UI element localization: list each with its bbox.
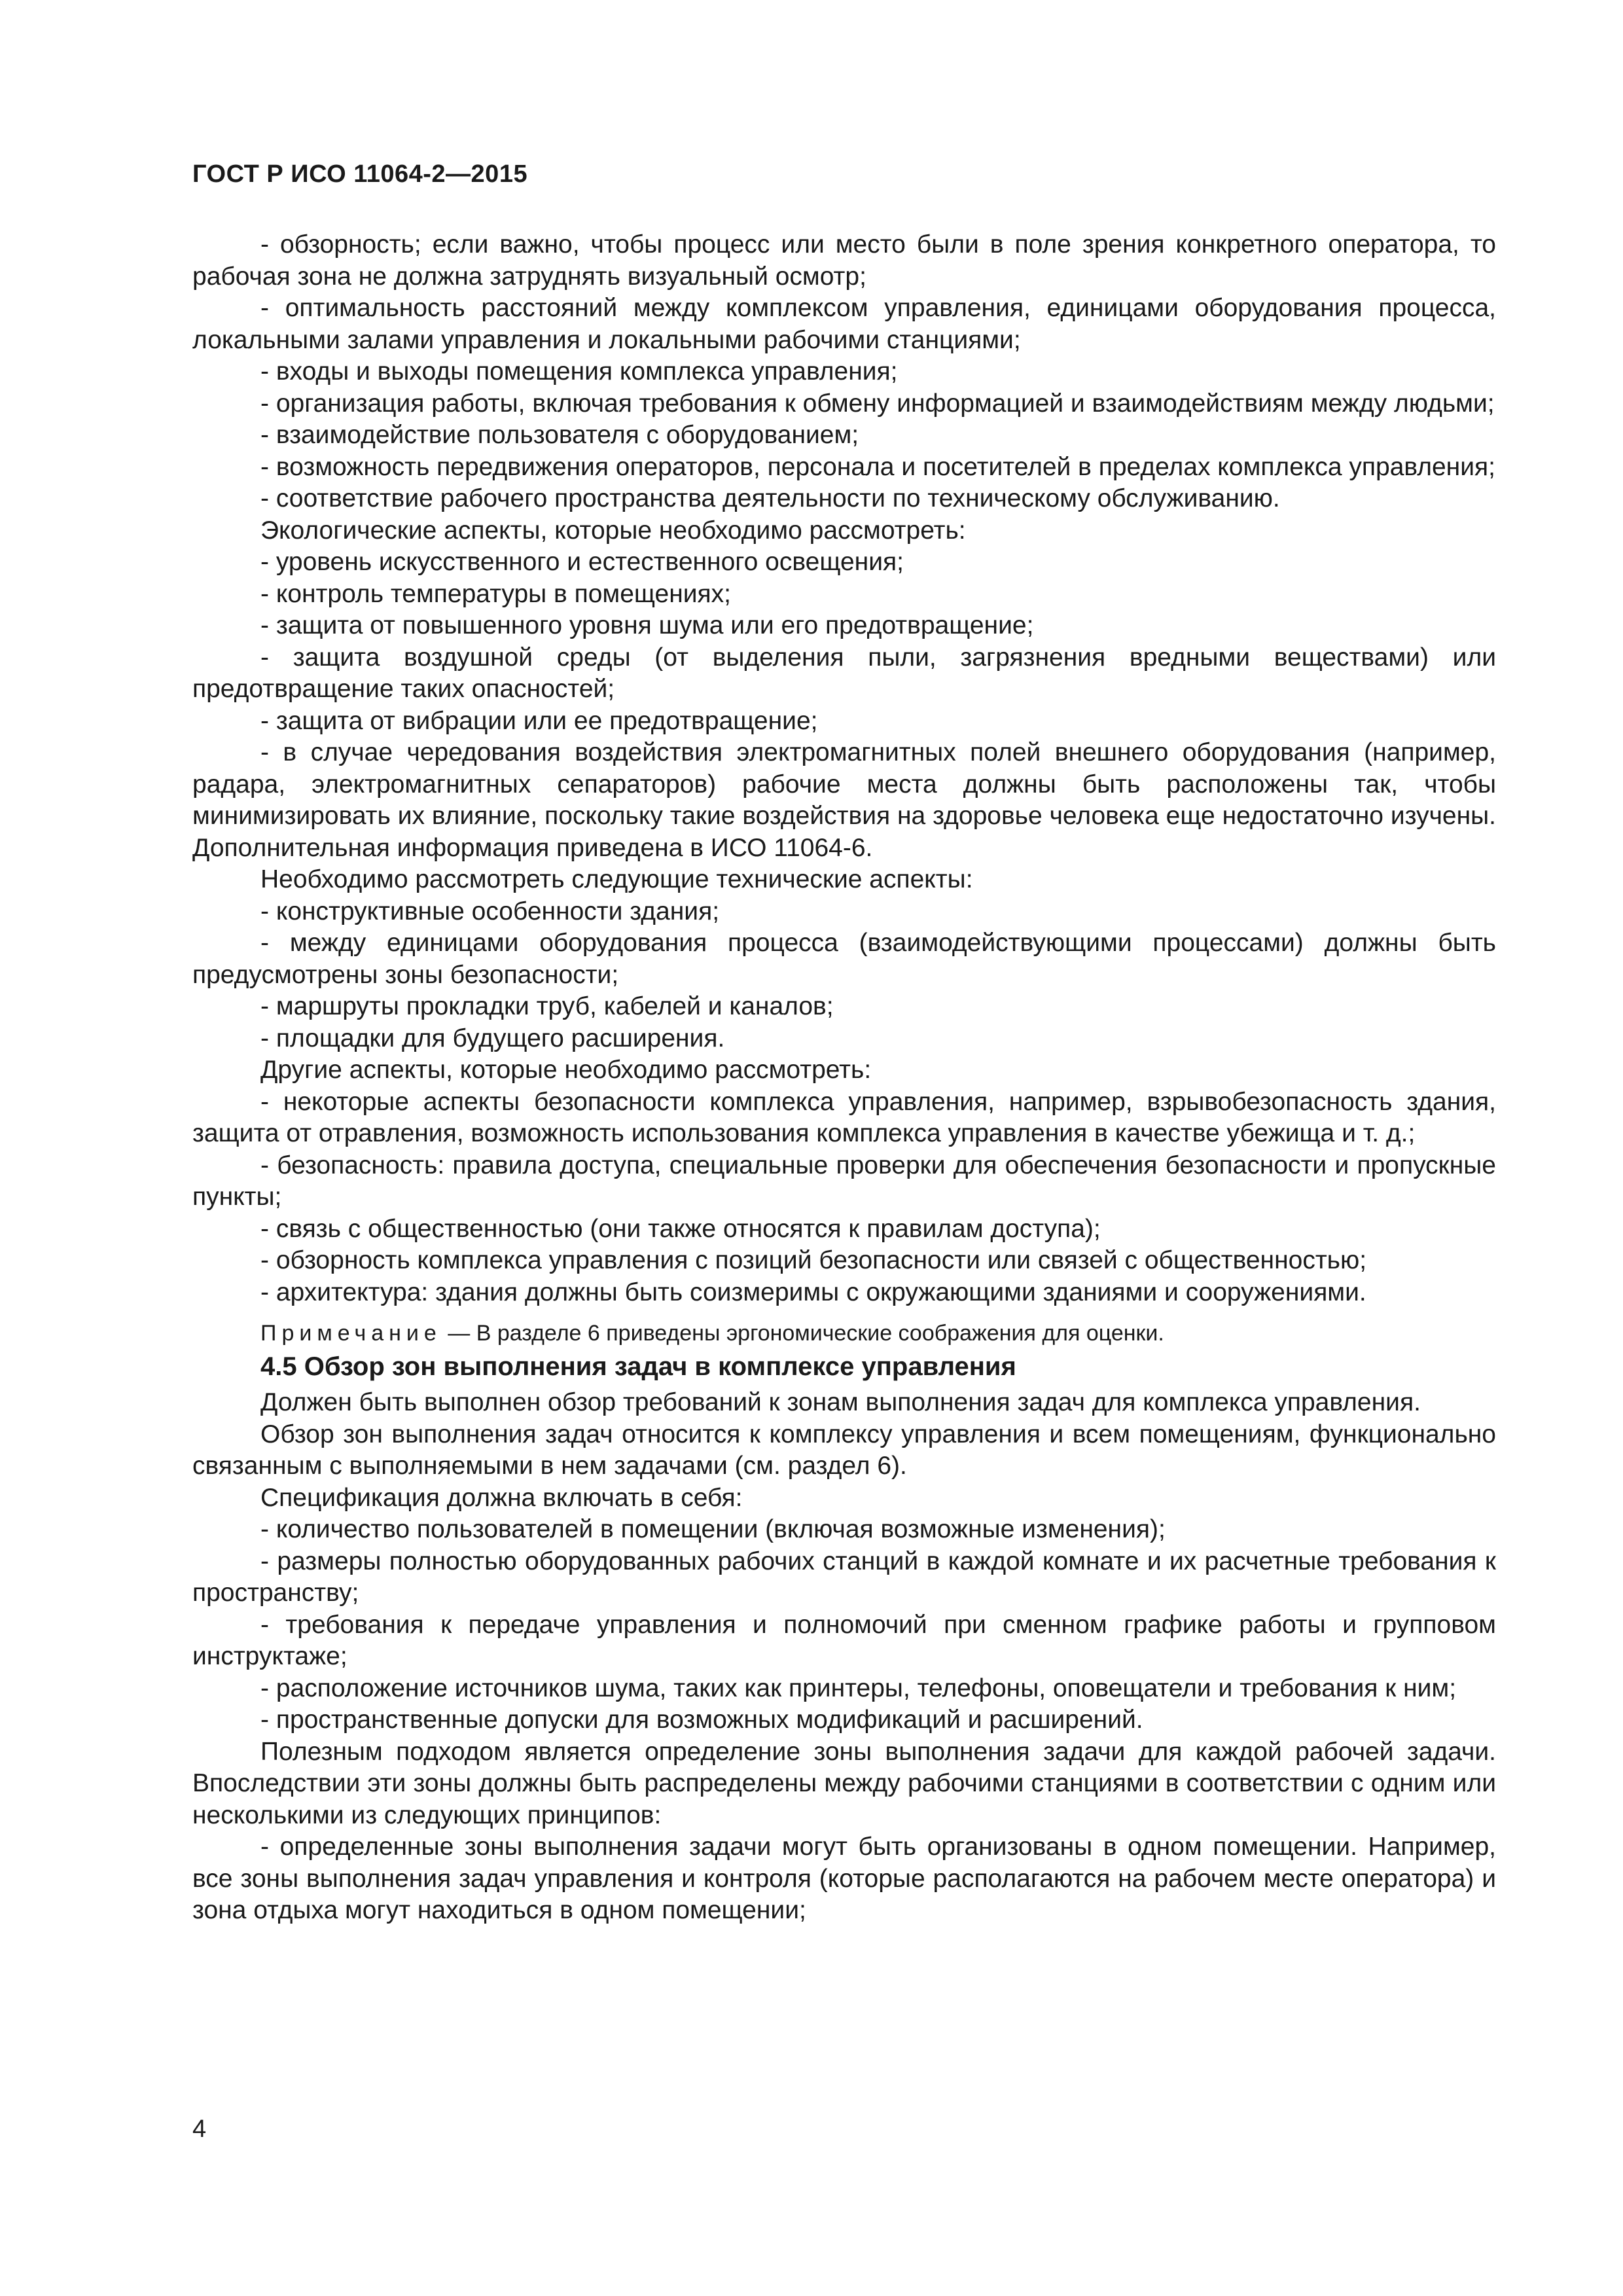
paragraph: - обзорность; если важно, чтобы процесс или место были в поле зрения конкретного оператора, то рабочая зона не должна затруднять визуальный осмотр; bbox=[192, 230, 1496, 291]
paragraph: - количество пользователей в помещении (включая возможные изменения); bbox=[260, 1515, 1166, 1543]
paragraph: Другие аспекты, которые необходимо рассмотреть: bbox=[260, 1056, 872, 1084]
paragraph: - расположение источников шума, таких как принтеры, телефоны, оповещатели и требования к ним; bbox=[260, 1674, 1457, 1702]
page-number: 4 bbox=[192, 2115, 207, 2143]
paragraph: Должен быть выполнен обзор требований к зонам выполнения задач для комплекса управления. bbox=[260, 1388, 1421, 1416]
section-title: 4.5 Обзор зон выполнения задач в комплексе управления bbox=[260, 1352, 1016, 1381]
paragraph: - площадки для будущего расширения. bbox=[260, 1024, 725, 1052]
note-text: — В разделе 6 приведены эргономические соображения для оценки. bbox=[441, 1321, 1164, 1346]
paragraphs-group-b bbox=[192, 1387, 1496, 1927]
document-header: ГОСТ Р ИСО 11064-2—2015 bbox=[192, 160, 528, 188]
paragraph: - некоторые аспекты безопасности комплекса управления, например, взрывобезопасность здания, защита от отравления, возможность использования комплекса управления в качестве убежища и т. д.; bbox=[192, 1087, 1496, 1147]
paragraph: - оптимальность расстояний между комплексом управления, единицами оборудования процесса, локальными залами управления и локальными рабочими станциями; bbox=[192, 294, 1496, 354]
note bbox=[192, 1318, 1496, 1349]
paragraph: Необходимо рассмотреть следующие технические аспекты: bbox=[260, 865, 973, 893]
paragraph: - защита воздушной среды (от выделения пыли, загрязнения вредными веществами) или предотвращение таких опасностей; bbox=[192, 643, 1496, 703]
note-label: Примечание bbox=[260, 1321, 442, 1346]
paragraph: Спецификация должна включать в себя: bbox=[260, 1483, 743, 1512]
paragraph: - безопасность: правила доступа, специальные проверки для обеспечения безопасности и пропускные пункты; bbox=[192, 1151, 1496, 1211]
paragraph: - связь с общественностью (они также относятся к правилам доступа); bbox=[260, 1214, 1101, 1243]
paragraph: Обзор зон выполнения задач относится к комплексу управления и всем помещениям, функционально связанным с выполняемыми в нем задачами (см. раздел 6). bbox=[192, 1420, 1496, 1480]
paragraph: - между единицами оборудования процесса (взаимодействующими процессами) должны быть предусмотрены зоны безопасности; bbox=[192, 929, 1496, 989]
paragraph: - организация работы, включая требования к обмену информацией и взаимодействиям между людьми; bbox=[260, 389, 1495, 418]
paragraph: - маршруты прокладки труб, кабелей и каналов; bbox=[260, 992, 834, 1020]
paragraph: - уровень искусственного и естественного освещения; bbox=[260, 548, 904, 576]
paragraph: - входы и выходы помещения комплекса управления; bbox=[260, 357, 898, 386]
paragraph: Экологические аспекты, которые необходимо рассмотреть: bbox=[260, 516, 966, 545]
document-body bbox=[192, 229, 1496, 1927]
paragraph: - архитектура: здания должны быть соизмеримы с окружающими зданиями и сооружениями. bbox=[260, 1278, 1366, 1306]
paragraph: - контроль температуры в помещениях; bbox=[260, 579, 732, 608]
paragraph: - размеры полностью оборудованных рабочих станций в каждой комнате и их расчетные требования к пространству; bbox=[192, 1547, 1496, 1607]
paragraphs-group-a bbox=[192, 229, 1496, 1308]
paragraph: - взаимодействие пользователя с оборудованием; bbox=[260, 421, 859, 449]
paragraph: - защита от повышенного уровня шума или его предотвращение; bbox=[260, 611, 1034, 639]
paragraph: - соответствие рабочего пространства деятельности по техническому обслуживанию. bbox=[260, 484, 1280, 512]
paragraph: - в случае чередования воздействия электромагнитных полей внешнего оборудования (например, радара, электромагнитных сепараторов) рабочие места должны быть расположены так, чтобы минимизировать их влияние, поскольку такие воздействия на здоровье человека еще недостаточно изучены. Дополнительная информация приведена в ИСО 11064-6. bbox=[192, 738, 1496, 862]
paragraph: - конструктивные особенности здания; bbox=[260, 897, 720, 925]
paragraph: Полезным подходом является определение зоны выполнения задачи для каждой рабочей задачи. Впоследствии эти зоны должны быть распределены между рабочими станциями в соответствии с одним или несколькими из следующих принципов: bbox=[192, 1737, 1496, 1829]
paragraph: - пространственные допуски для возможных модификаций и расширений. bbox=[260, 1706, 1143, 1734]
paragraph: - защита от вибрации или ее предотвращение; bbox=[260, 706, 818, 735]
paragraph: - возможность передвижения операторов, персонала и посетителей в пределах комплекса управления; bbox=[260, 452, 1495, 481]
paragraph: - обзорность комплекса управления с позиций безопасности или связей с общественностью; bbox=[260, 1246, 1367, 1274]
paragraph: - требования к передаче управления и полномочий при сменном графике работы и групповом инструктаже; bbox=[192, 1610, 1496, 1670]
paragraph: - определенные зоны выполнения задачи могут быть организованы в одном помещении. Например, все зоны выполнения задач управления и контроля (которые располагаются на рабочем месте оператора) и зона отдыха могут находиться в одном помещении; bbox=[192, 1833, 1496, 1924]
